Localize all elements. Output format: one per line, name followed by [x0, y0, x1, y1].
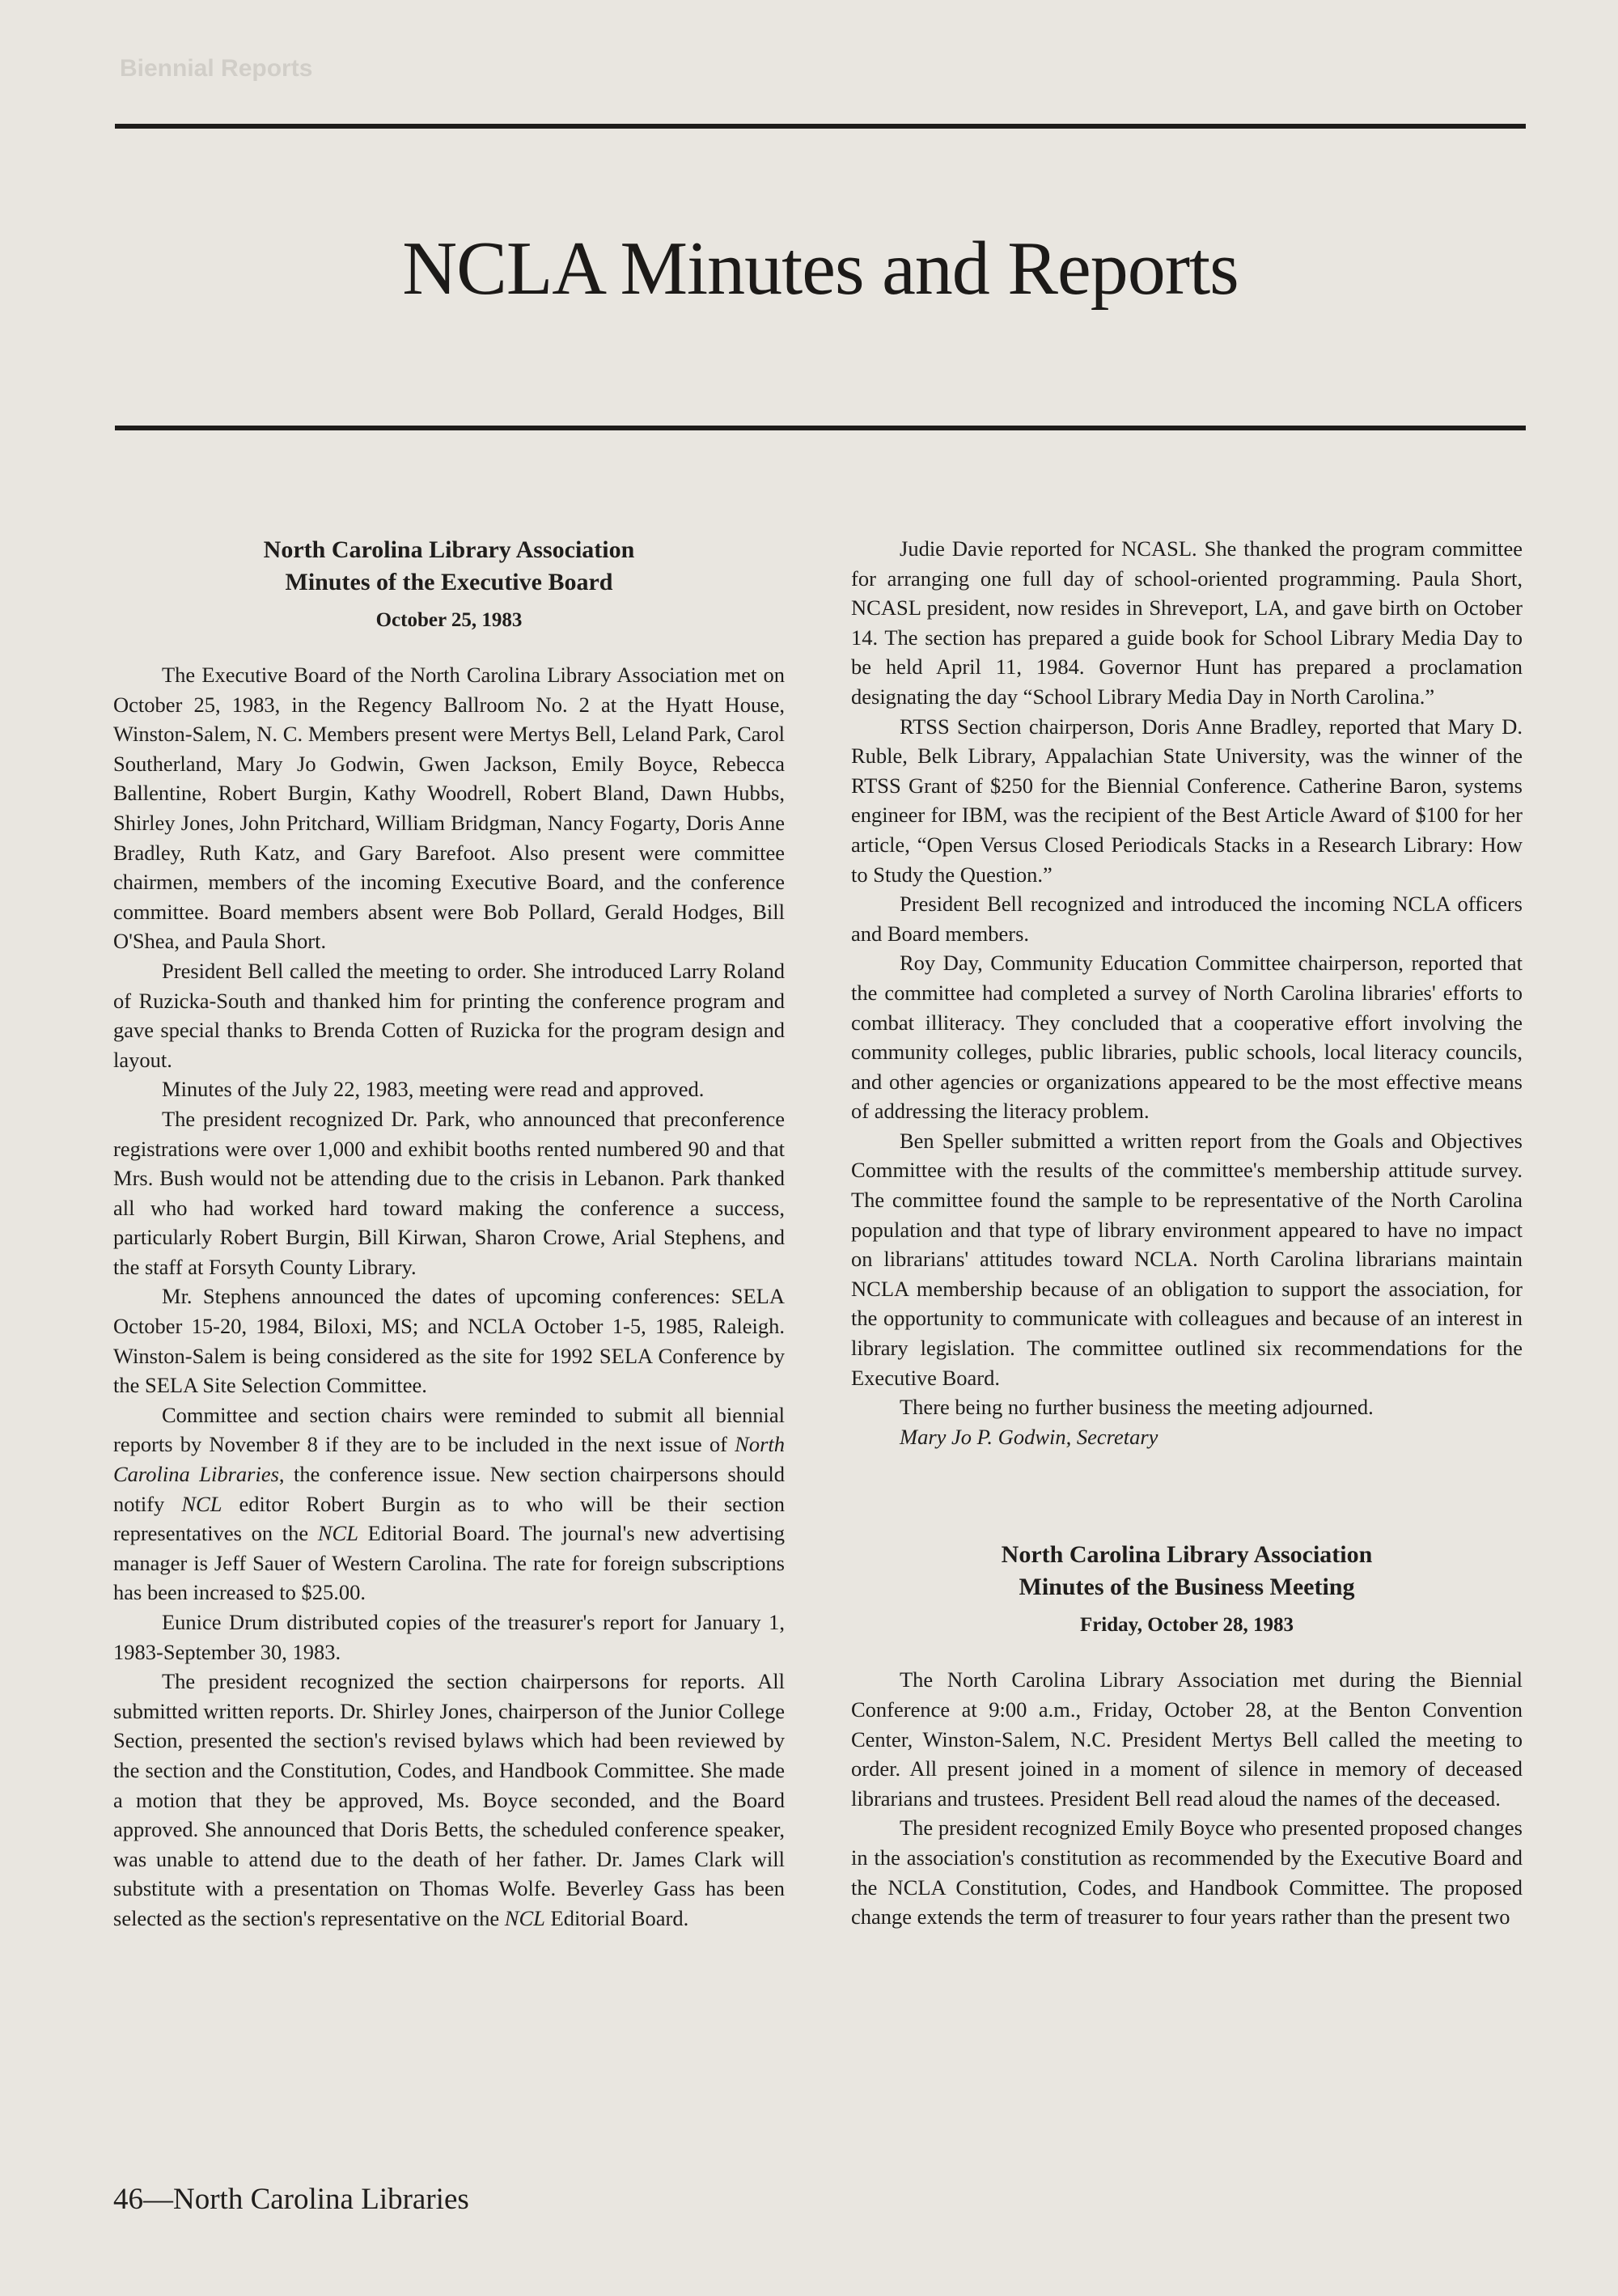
paragraph-ncasl: Judie Davie reported for NCASL. She thanked the program committee for arranging one full day of school-oriented programming. Paula Short, NCASL president, now resides in Shreveport, LA, and gave birth on October 14. The section has prepared a guide book for School Library Media Day to be held April 11, 1984. Governor Hunt has prepared a proclamation designating the day “School Library Media Day in North Carolina.” — [851, 536, 1523, 709]
paragraph-goals-objectives: Ben Speller submitted a written report from the Goals and Objectives Committee with the results of the committee's membership attitude survey. The committee found the sample to be representative of the North Carolina population and that type of library environment appeared to have no impact on librarians' attitudes toward NCLA. North Carolina librarians maintain NCLA membership because of an obligation to support the association, for the opportunity to communicate with colleagues and because of an interest in library legislation. The committee outlined six recommendations for the Executive Board. — [851, 1128, 1523, 1390]
page-title: NCLA Minutes and Reports — [402, 227, 1239, 311]
page-footer: 46—North Carolina Libraries — [113, 2183, 469, 2216]
committee-text-4: Editorial Board. The journal's new advertising manager is Jeff Sauer of Western Carolina. The rate for foreign subscriptions has been increased to $25.00. — [113, 1521, 785, 1605]
paragraph-attendance: The Executive Board of the North Carolina Library Association met on October 25, 1983, in the Regency Ballroom No. 2 at the Hyatt House, Winston-Salem, N. C. Members present were Mertys Bell, Leland Park, Carol Southerland, Mary Jo Godwin, Gwen Jackson, Emily Boyce, Rebecca Ballentine, Robert Burgin, Kathy Woodrell, Robert Bland, Dawn Hubbs, Shirley Jones, John Pritchard, William Bridgman, Nancy Fogarty, Doris Anne Bradley, Ruth Katz, and Gary Barefoot. Also present were committee chairmen, members of the incoming Executive Board, and the conference committee. Board members absent were Bob Pollard, Gerald Hodges, Bill O'Shea, and Paula Short. — [113, 663, 785, 954]
committee-text-3: editor Robert Burgin as to who will be their section representatives on the — [113, 1491, 785, 1546]
section-reports-end: Editorial Board. — [544, 1905, 689, 1930]
business-meeting-heading-title: Minutes of the Business Meeting — [1019, 1574, 1355, 1601]
paragraph-community-education: Roy Day, Community Education Committee chairperson, reported that the committee had completed a survey of North Carolina libraries' efforts to combat illiteracy. They concluded that a cooperative effort involving the community colleges, public libraries, public schools, local literacy councils, and other agencies or organizations appeared to be the most effective means of addressing the literacy problem. — [851, 951, 1523, 1124]
business-meeting-date: Friday, October 28, 1983 — [1079, 1614, 1294, 1637]
paragraph-section-reports — [113, 1667, 785, 1933]
paragraph-treasurer: Eunice Drum distributed copies of the treasurer's report for January 1, 1983-September 30, 1983. — [113, 1610, 785, 1664]
exec-board-heading-org: North Carolina Library Association — [263, 536, 635, 563]
section-reports-text: The president recognized the section chairpersons for reports. All submitted written reports. Dr. Shirley Jones, chairperson of the Junior College Section, presented the section's revised bylaws which had been reviewed by the section and the Constitution, Codes, and Handbook Committee. She made a motion that they be approved, Ms. Boyce seconded, and the Board approved. She announced that Doris Betts, the scheduled conference speaker, was unable to attend due to the death of her father. Dr. James Clark will substitute with a presentation on Thomas Wolfe. Beverley Gass has been selected as the section's representative on the — [113, 1669, 785, 1930]
ncl-abbrev: NCL — [181, 1491, 222, 1516]
paragraph-conference-dates: Mr. Stephens announced the dates of upcoming conferences: SELA October 15-20, 1984, Biloxi, MS; and NCLA October 1-5, 1985, Raleigh. Winston-Salem is being considered as the site for 1992 SELA Conference by the SELA Site Selection Committee. — [113, 1284, 785, 1398]
left-column — [113, 534, 785, 1934]
title-bottom-rule — [115, 426, 1526, 430]
section-spacer — [851, 1451, 1523, 1539]
exec-board-heading-title: Minutes of the Executive Board — [285, 569, 613, 595]
secretary-signature: Mary Jo P. Godwin, Secretary — [900, 1424, 1158, 1449]
journal-title: North Carolina Libraries — [113, 1432, 785, 1487]
ncl-abbrev: NCL — [317, 1521, 358, 1546]
ncl-abbrev: NCL — [504, 1905, 545, 1930]
paragraph-biennial-reports — [113, 1400, 785, 1608]
paragraph-business-opening: The North Carolina Library Association met during the Biennial Conference at 9:00 a.m., Friday, October 28, at the Benton Convention Center, Winston-Salem, N.C. President Mertys Bell called the meeting to order. All present joined in a moment of silence in memory of deceased librarians and trustees. President Bell read aloud the names of the deceased. — [851, 1667, 1523, 1811]
paragraph-minutes-approved: Minutes of the July 22, 1983, meeting were read and approved. — [162, 1077, 705, 1102]
paragraph-call-to-order: President Bell called the meeting to order. She introduced Larry Roland of Ruzicka-South and thanked him for printing the conference program and gave special thanks to Brenda Cotten of Ruzicka for the program design and layout. — [113, 958, 785, 1072]
top-rule — [115, 124, 1526, 129]
bleed-through-header: Biennial Reports — [120, 55, 313, 82]
paragraph-incoming-officers: President Bell recognized and introduced the incoming NCLA officers and Board members. — [851, 892, 1523, 946]
business-meeting-heading-org: North Carolina Library Association — [1001, 1541, 1373, 1569]
paragraph-constitution-changes: The president recognized Emily Boyce who presented proposed changes in the association's constitution as recommended by the Executive Board and the NCLA Constitution, Codes, and Handbook Committee. The proposed change extends the term of treasurer to four years rather than the present two — [851, 1815, 1523, 1930]
paragraph-park-report: The president recognized Dr. Park, who announced that preconference registrations were over 1,000 and exhibit booths rented numbered 90 and that Mrs. Bush would not be attending due to the crisis in Lebanon. Park thanked all who had worked hard toward making the conference a success, particularly Robert Burgin, Bill Kirwan, Sharon Crowe, Arial Stephens, and the staff at Forsyth County Library. — [113, 1106, 785, 1279]
committee-text-2: , the conference issue. New section chairpersons should notify — [113, 1462, 785, 1516]
paragraph-rtss: RTSS Section chairperson, Doris Anne Bradley, reported that Mary D. Ruble, Belk Library, Appalachian State University, was the winner of the RTSS Grant of $250 for the Biennial Conference. Catherine Baron, systems engineer for IBM, was the recipient of the Best Article Award of $100 for her article, “Open Versus Closed Periodicals Stacks in a Research Library: How to Study the Question.” — [851, 714, 1523, 887]
committee-text-1: Committee and section chairs were reminded to submit all biennial reports by November 8 if they are to be included in the next issue of — [113, 1402, 785, 1457]
exec-board-date: October 25, 1983 — [375, 609, 523, 631]
paragraph-adjourned: There being no further business the meeting adjourned. — [900, 1395, 1374, 1420]
right-column — [851, 534, 1523, 1932]
